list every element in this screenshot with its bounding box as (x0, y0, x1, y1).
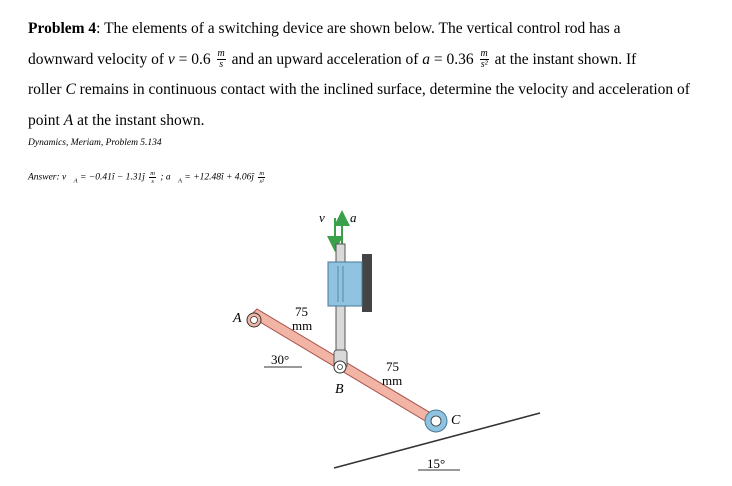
roller-symbol: C (65, 81, 76, 98)
answer-prefix: Answer: (28, 172, 63, 183)
unit-denominator: s² (480, 59, 488, 71)
label-15deg: 15° (427, 456, 446, 471)
problem-text: at the instant shown. (73, 111, 205, 129)
rod-guide-back (362, 254, 372, 312)
velocity-symbol: v (167, 50, 175, 68)
velocity-vector-symbol: v⃗ (62, 172, 74, 183)
pin-a-hole (251, 317, 258, 324)
acceleration-value: = 0.36 (430, 50, 478, 68)
velocity-subscript: A (73, 177, 78, 185)
unit-denominator: s (151, 178, 154, 185)
answer-separator: ; (157, 172, 166, 183)
label-75-bottom: 75 (386, 359, 399, 374)
unit-numerator: m (480, 48, 488, 60)
source-citation: Dynamics, Meriam, Problem 5.134 (28, 138, 162, 148)
label-mm-top: mm (292, 318, 313, 333)
acceleration-symbol: a (422, 50, 431, 68)
roller-c-pin (431, 416, 441, 426)
unit-numerator: m (150, 170, 155, 177)
label-75-top: 75 (295, 304, 308, 319)
problem-text: roller (28, 81, 66, 98)
acceleration-answer: = +12.48î + 4.06ĵ (182, 172, 257, 183)
unit-denominator: s (219, 59, 224, 71)
problem-text: point (28, 111, 64, 129)
acceleration-subscript: A (178, 177, 183, 185)
problem-text: downward velocity of (28, 50, 168, 68)
unit-numerator: m (259, 170, 265, 177)
problem-text: remains in continuous contact with the inclined surface, determine the velocity and acceleration of (75, 81, 690, 98)
label-point-c: C (451, 413, 461, 428)
label-a: a (350, 210, 357, 225)
velocity-answer: = −0.41î − 1.31ĵ (77, 172, 148, 183)
problem-intro: : The elements of a switching device are shown below. The vertical control rod has a (96, 20, 621, 37)
unit-denominator: s² (259, 178, 265, 185)
point-symbol: A (63, 111, 74, 129)
label-30deg: 30° (271, 352, 290, 367)
problem-text: at the instant shown. If (490, 50, 637, 68)
rod-guide (328, 262, 362, 306)
acceleration-vector-symbol: a⃗ (165, 172, 179, 183)
problem-text: and an upward acceleration of (227, 50, 423, 68)
label-point-a: A (233, 311, 242, 326)
velocity-value: = 0.6 (174, 50, 215, 68)
problem-heading: Problem 4 (28, 20, 97, 37)
pin-b-hole (338, 365, 343, 370)
unit-numerator: m (217, 48, 225, 60)
label-point-b: B (335, 382, 344, 397)
label-v: v (319, 210, 325, 225)
label-mm-bottom: mm (382, 373, 403, 388)
